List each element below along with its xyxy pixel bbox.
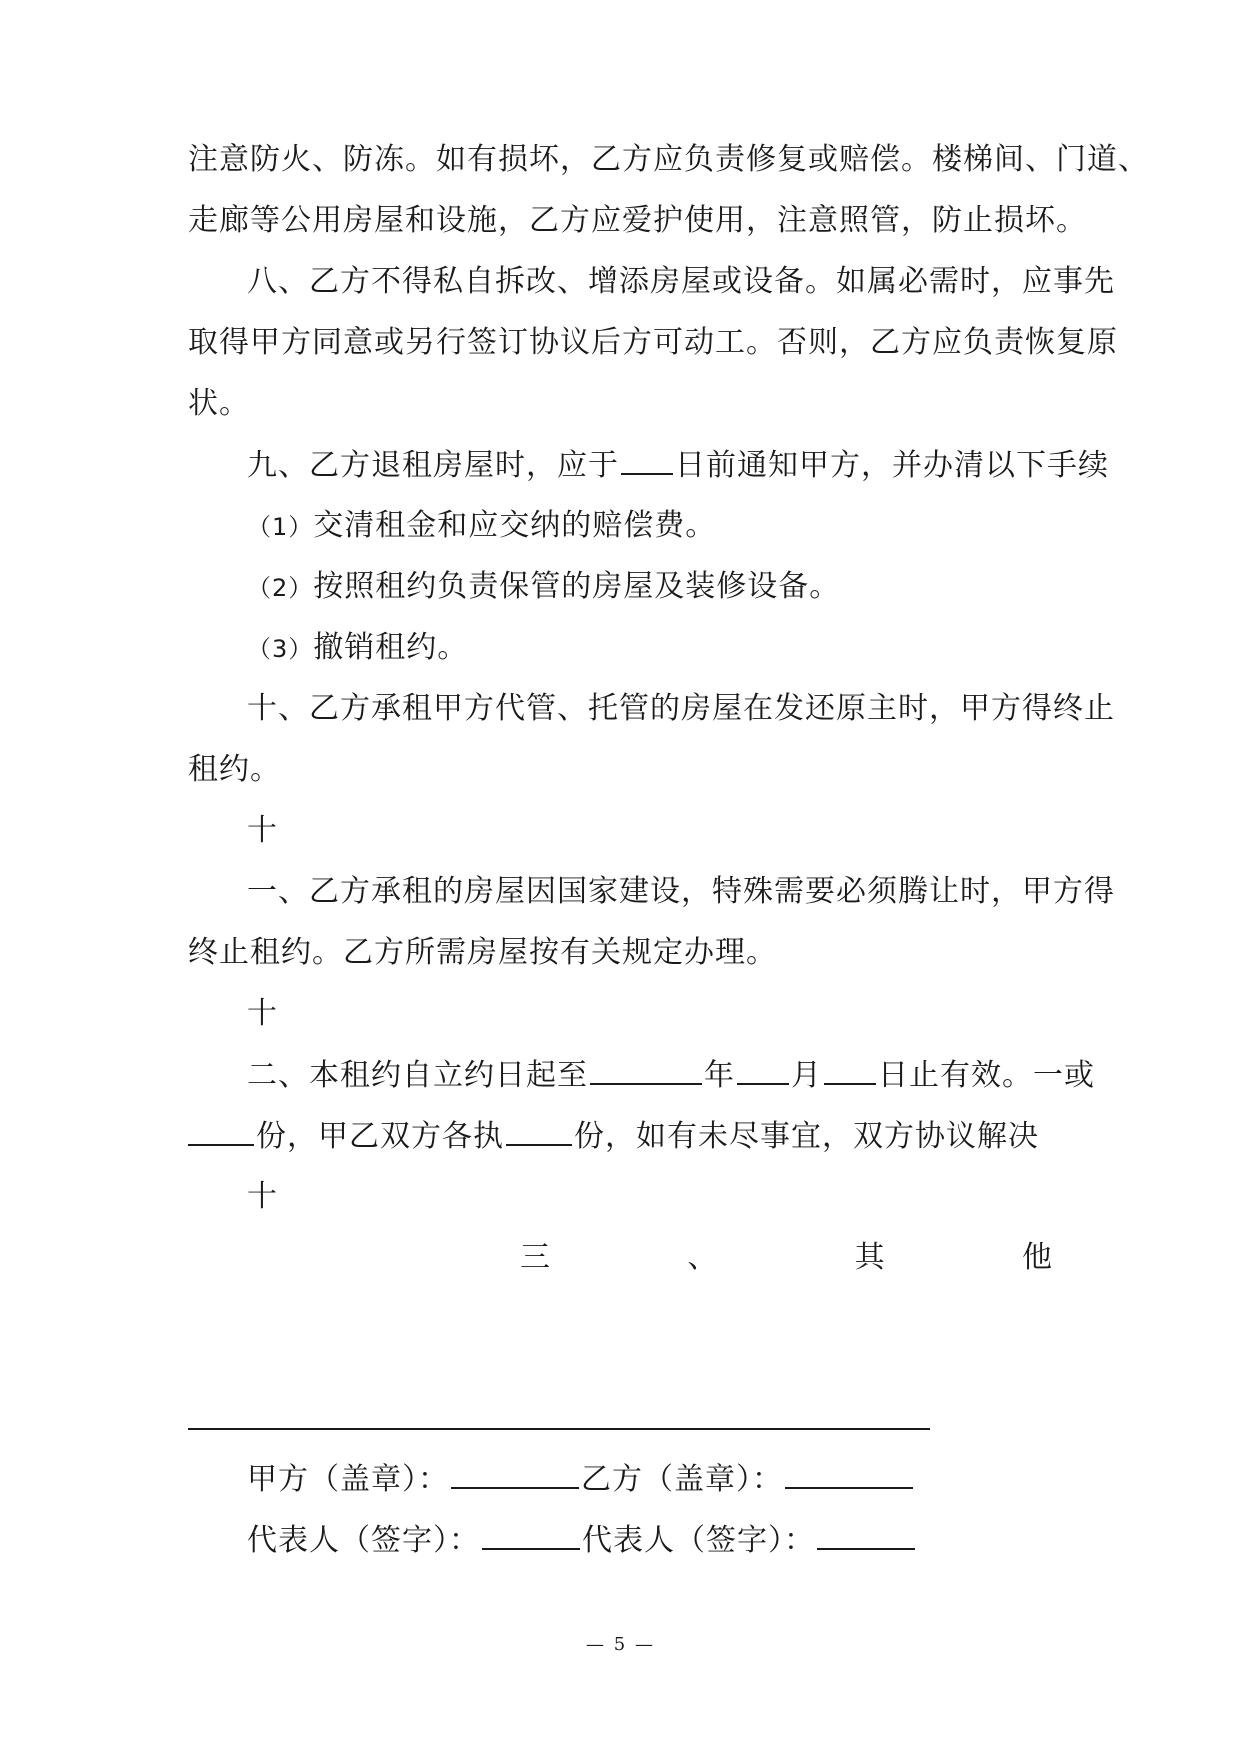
clause-text: 二、本租约自立约日起至 — [247, 1058, 588, 1093]
other-terms-blank[interactable] — [188, 1428, 930, 1430]
clause-text: 日止有效。一或 — [878, 1058, 1095, 1093]
paragraph-line: 一、乙方承租的房屋因国家建设，特殊需要必须腾让时，甲方得 — [247, 874, 1115, 909]
paragraph-line: 走廊等公用房屋和设施，乙方应爱护使用，注意照管，防止损坏。 — [188, 203, 1087, 238]
paragraph-line: 租约。 — [188, 752, 281, 787]
party-a-seal-blank[interactable] — [451, 1459, 579, 1489]
list-number: （3） — [247, 635, 314, 663]
copies-blank[interactable] — [188, 1116, 254, 1146]
party-b-seal-blank[interactable] — [785, 1459, 913, 1489]
paragraph-line: 终止租约。乙方所需房屋按有关规定办理。 — [188, 935, 777, 970]
party-b-seal-label: 乙方（盖章）： — [581, 1462, 783, 1497]
paragraph-line: 状。 — [188, 386, 250, 421]
list-text: 按照租约负责保管的房屋及装修设备。 — [313, 569, 841, 604]
seal-line — [247, 1459, 1053, 1500]
rep-a-signature-blank[interactable] — [482, 1520, 580, 1550]
clause-twelve-line — [247, 1055, 1095, 1096]
clause-text: 份，如有未尽事宜，双方协议解决 — [574, 1119, 1039, 1154]
rep-a-label: 代表人（签字）： — [247, 1523, 480, 1558]
clause-heading: 十 — [247, 1179, 278, 1214]
paragraph-line: 注意防火、防冻。如有损坏，乙方应负责修复或赔偿。楼梯间、门道、 — [188, 142, 1149, 177]
list-number: （1） — [247, 513, 314, 541]
paragraph-line: 十、乙方承租甲方代管、托管的房屋在发还原主时，甲方得终止 — [247, 691, 1115, 726]
month-blank[interactable] — [737, 1055, 789, 1085]
copies-each-blank[interactable] — [506, 1116, 572, 1146]
title-char: 他 — [1021, 1240, 1053, 1275]
clause-text: 月 — [791, 1058, 822, 1093]
fill-in-blank[interactable] — [621, 445, 673, 475]
list-item — [247, 567, 1053, 608]
clause-text: 份，甲乙双方各执 — [256, 1119, 504, 1154]
clause-thirteen-title — [520, 1238, 1053, 1278]
list-text: 交清租金和应交纳的赔偿费。 — [313, 508, 717, 543]
clause-nine-line — [247, 445, 1109, 486]
clause-text: 九、乙方退租房屋时，应于 — [247, 448, 619, 483]
day-blank[interactable] — [824, 1055, 876, 1085]
title-char: 、 — [687, 1240, 719, 1275]
list-item — [247, 506, 1053, 547]
clause-text: 年 — [704, 1058, 735, 1093]
title-char: 其 — [854, 1240, 886, 1275]
clause-heading: 十 — [247, 813, 278, 848]
list-number: （2） — [247, 574, 314, 602]
party-a-seal-label: 甲方（盖章）： — [247, 1462, 449, 1497]
paragraph-line: 八、乙方不得私自拆改、增添房屋或设备。如属必需时，应事先 — [247, 264, 1115, 299]
title-char: 三 — [520, 1240, 551, 1275]
year-blank[interactable] — [590, 1055, 702, 1085]
clause-twelve-line — [188, 1116, 1053, 1157]
rep-b-signature-blank[interactable] — [817, 1520, 915, 1550]
clause-text: 日前通知甲方，并办清以下手续 — [675, 448, 1109, 483]
clause-heading: 十 — [247, 996, 278, 1031]
list-item — [247, 628, 1053, 669]
signature-line — [247, 1520, 1053, 1561]
rep-b-label: 代表人（签字）： — [582, 1523, 815, 1558]
page-number: — 5 — — [586, 1634, 655, 1655]
list-text: 撤销租约。 — [313, 630, 469, 665]
paragraph-line: 取得甲方同意或另行签订协议后方可动工。否则，乙方应负责恢复原 — [188, 325, 1118, 360]
